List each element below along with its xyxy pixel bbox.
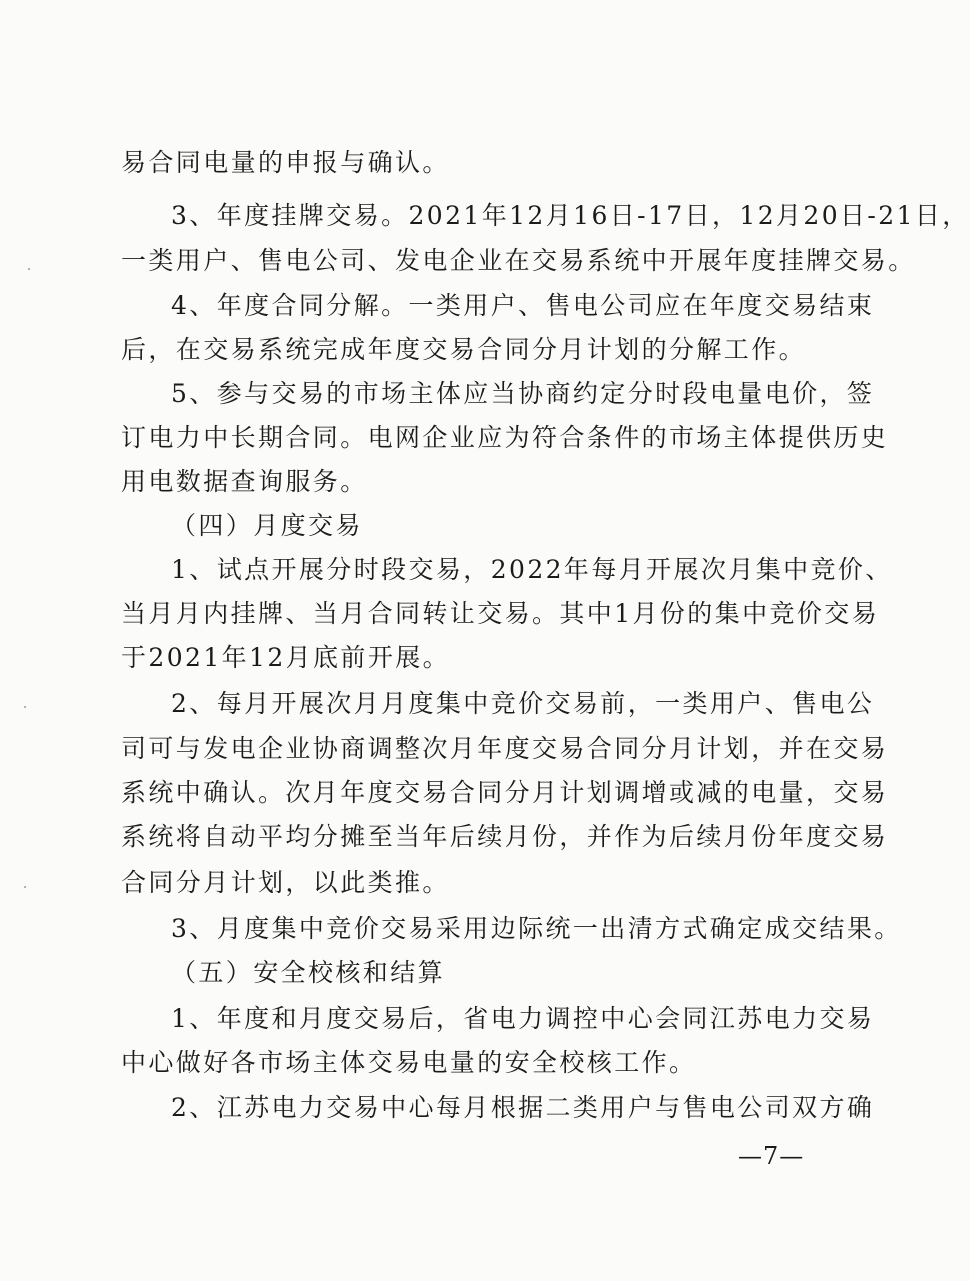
scan-speck bbox=[24, 886, 26, 888]
text-line-15: 系统中确认。次月年度交易合同分月计划调增或减的电量，交易 bbox=[121, 778, 889, 807]
text-line-11: 当月月内挂牌、当月合同转让交易。其中1月份的集中竞价交易 bbox=[121, 599, 880, 628]
text-line-21: 中心做好各市场主体交易电量的安全校核工作。 bbox=[121, 1048, 697, 1077]
text-line-6: 5、参与交易的市场主体应当协商约定分时段电量电价，签 bbox=[171, 379, 875, 408]
scan-speck bbox=[28, 268, 30, 270]
text-line-5: 后，在交易系统完成年度交易合同分月计划的分解工作。 bbox=[121, 335, 807, 364]
text-line-3: 一类用户、售电公司、发电企业在交易系统中开展年度挂牌交易。 bbox=[121, 246, 916, 275]
text-line-20: 1、年度和月度交易后，省电力调控中心会同江苏电力交易 bbox=[171, 1004, 875, 1033]
text-line-13: 2、每月开展次月月度集中竞价交易前，一类用户、售电公 bbox=[171, 689, 875, 718]
text-line-2: 3、年度挂牌交易。2021年12月16日-17日，12月20日-21日， bbox=[171, 201, 970, 230]
section-heading-monthly-trading: （四）月度交易 bbox=[171, 511, 363, 540]
text-line-16: 系统将自动平均分摊至当年后续月份，并作为后续月份年度交易 bbox=[121, 822, 889, 851]
text-line-8: 用电数据查询服务。 bbox=[121, 467, 368, 496]
text-line-12: 于2021年12月底前开展。 bbox=[121, 643, 451, 672]
text-line-1: 易合同电量的申报与确认。 bbox=[121, 148, 450, 177]
text-line-22: 2、江苏电力交易中心每月根据二类用户与售电公司双方确 bbox=[171, 1093, 875, 1122]
text-line-4: 4、年度合同分解。一类用户、售电公司应在年度交易结束 bbox=[171, 291, 875, 320]
text-line-10: 1、试点开展分时段交易，2022年每月开展次月集中竞价、 bbox=[171, 555, 893, 584]
text-line-14: 司可与发电企业协商调整次月年度交易合同分月计划，并在交易 bbox=[121, 734, 889, 763]
text-line-7: 订电力中长期合同。电网企业应为符合条件的市场主体提供历史 bbox=[121, 423, 889, 452]
section-heading-security-check-settlement: （五）安全校核和结算 bbox=[171, 958, 446, 987]
text-line-18: 3、月度集中竞价交易采用边际统一出清方式确定成交结果。 bbox=[171, 914, 902, 943]
text-line-17: 合同分月计划，以此类推。 bbox=[121, 868, 450, 897]
scan-speck bbox=[24, 706, 26, 708]
page-number: —7— bbox=[738, 1142, 805, 1170]
